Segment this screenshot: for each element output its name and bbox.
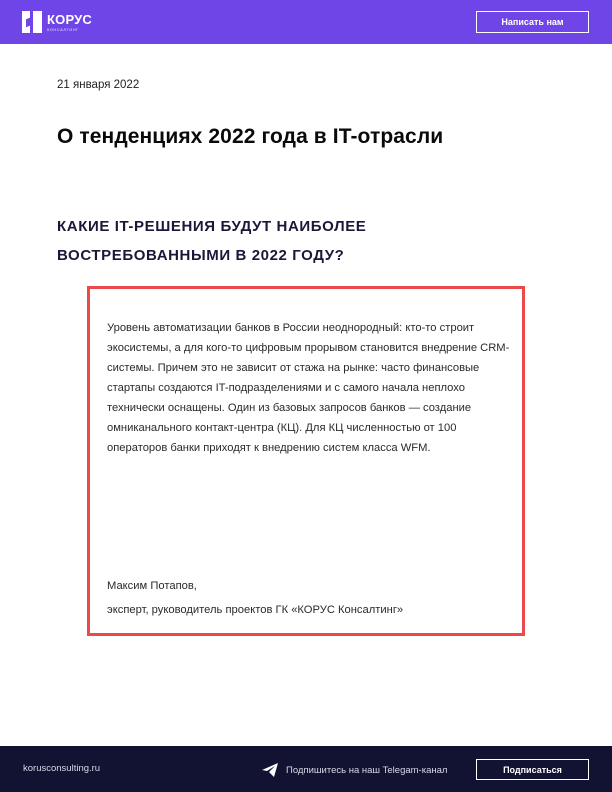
quote-author: Максим Потапов, <box>107 580 197 592</box>
subscribe-button[interactable]: Подписаться <box>476 759 589 780</box>
quote-text: Уровень автоматизации банков в России неоднородный: кто-то строит экосистемы, а для кого-то цифровым прорывом становится внедрение CRM-системы. Причем это не зависит от стажа на рынке: часто финансовые стартапы создаются IT-подразделениями и с самого начала неплохо технически оснащены. Один из базовых запросов банков — создание омниканального контакт-центра (КЦ). Для КЦ численностью от 100 операторов банки приходят к внедрению систем класса WFM. <box>107 322 510 454</box>
footer-bar <box>0 746 612 792</box>
quote-author-role: эксперт, руководитель проектов ГК «КОРУС Консалтинг» <box>107 604 404 616</box>
page-title: О тенденциях 2022 года в IT-отрасли <box>57 125 444 148</box>
logo-name: КОРУС <box>47 11 93 27</box>
korus-logo-icon <box>22 11 42 33</box>
telegram-text: Подпишитесь на наш Telegam-канал <box>286 764 448 776</box>
logo-subtitle: КОНСАЛТИНГ <box>47 26 79 32</box>
header-bar <box>0 0 612 44</box>
korus-logo[interactable] <box>22 11 92 33</box>
site-link[interactable]: korusconsulting.ru <box>23 763 101 774</box>
section-heading: КАКИЕ IT-РЕШЕНИЯ БУДУТ НАИБОЛЕЕ ВОСТРЕБОВАННЫМИ В 2022 ГОДУ? <box>57 218 367 264</box>
article-date: 21 января 2022 <box>57 79 140 91</box>
write-to-us-button[interactable]: Написать нам <box>476 11 589 33</box>
paper-plane-icon <box>262 763 278 777</box>
quote-box <box>87 286 525 636</box>
telegram-link[interactable] <box>262 763 447 777</box>
